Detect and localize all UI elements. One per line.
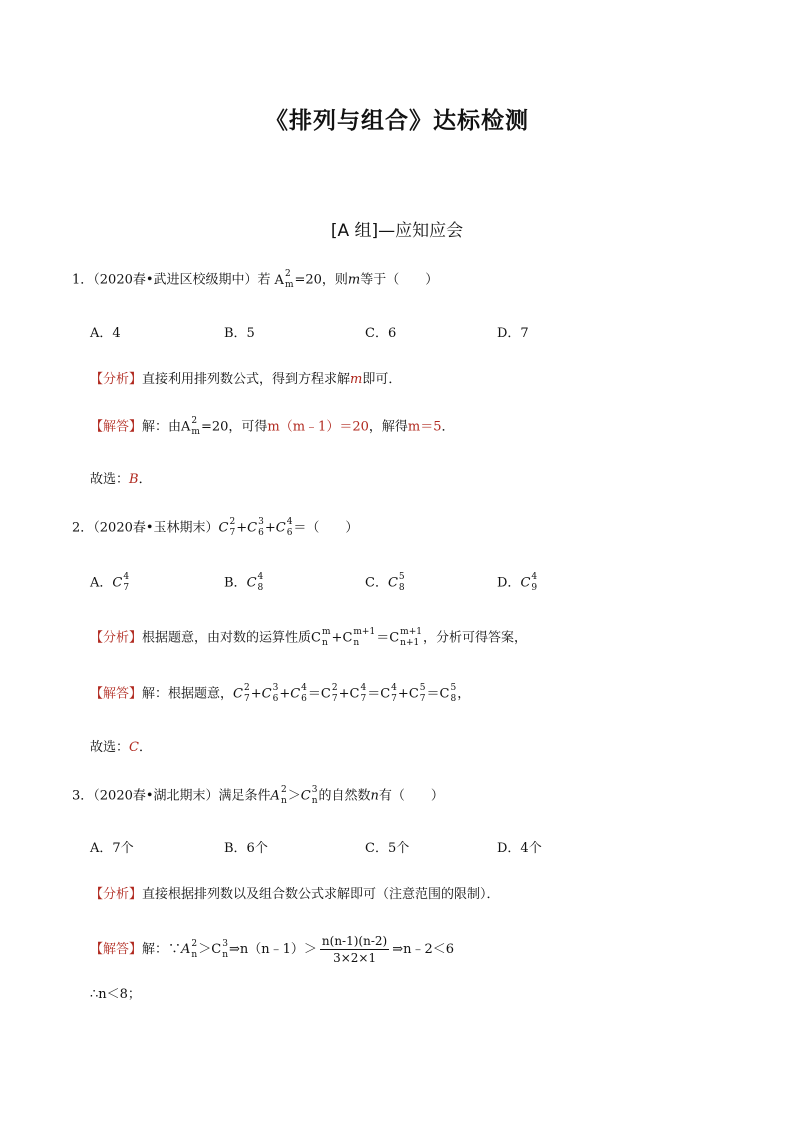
question-2: 2．（2020春•玉林期末）C 2 7 +C 3 6 +C 4 6 ＝（ ）	[72, 517, 359, 538]
question-3: 3．（2020春•湖北期末）满足条件A 2 n ＞C 3 n 的自然数n有（ ）	[72, 785, 444, 806]
q3-option-a: A．7个	[90, 841, 134, 856]
question-1: 1．（2020春•武进区校级期中）若 A 2 m =20，则m等于（ ）	[72, 269, 439, 290]
q2-solution: 【解答】解：根据题意，C 2 7 +C 3 6 +C 4 6 ＝C 2 7 +C 4 7 ＝C 4 7 +C 5 7 ＝C 5 8 ，	[90, 683, 471, 704]
q3-option-c: C．5个	[365, 841, 410, 856]
q2-option-a: A．C 4 7	[90, 572, 130, 593]
q2-analysis: 【分析】根据题意，由对数的运算性质C m n +C m+1 n ＝C m+1 n+1 ，分析可得答案，	[90, 627, 527, 648]
q1-option-d: D．7	[497, 326, 529, 341]
q2-option-b: B．C 4 8	[224, 572, 264, 593]
q3-option-b: B．6个	[224, 841, 268, 856]
q3-solution: 【解答】解：∵A 2 n ＞C 3 n ⇒n（n﹣1）＞ $\frac{n(n-1)(n-2)}{3\times 2\times 1}$ ⇒n﹣2＜6	[90, 934, 455, 965]
section-heading: [A 组]—应知应会	[330, 221, 464, 241]
q3-conclusion: ∴n＜8；	[90, 987, 141, 1002]
q2-option-c: C．C 5 8	[365, 572, 405, 593]
q1-analysis: 【分析】直接利用排列数公式，得到方程求解m即可．	[90, 372, 402, 387]
q1-option-b: B．5	[224, 326, 255, 341]
q1-solution: 【解答】解：由A 2 m =20，可得m（m﹣1）＝20，解得m＝5．	[90, 416, 455, 437]
document-title: 《排列与组合》达标检测	[265, 108, 529, 134]
q1-option-c: C．6	[365, 326, 397, 341]
q1-sup-sub: 2 m	[284, 269, 294, 290]
q3-analysis: 【分析】直接根据排列数以及组合数公式求解即可（注意范围的限制）．	[90, 887, 500, 902]
q1-option-a: A．4	[90, 326, 121, 341]
q3-option-d: D．4个	[497, 841, 542, 856]
q2-answer: 故选：C．	[90, 740, 152, 755]
q1-answer: 故选：B．	[90, 472, 152, 487]
fraction: $\frac{n(n-1)(n-2)}{3\times 2\times 1}$	[321, 934, 388, 965]
q2-option-d: D．C 4 9	[497, 572, 538, 593]
